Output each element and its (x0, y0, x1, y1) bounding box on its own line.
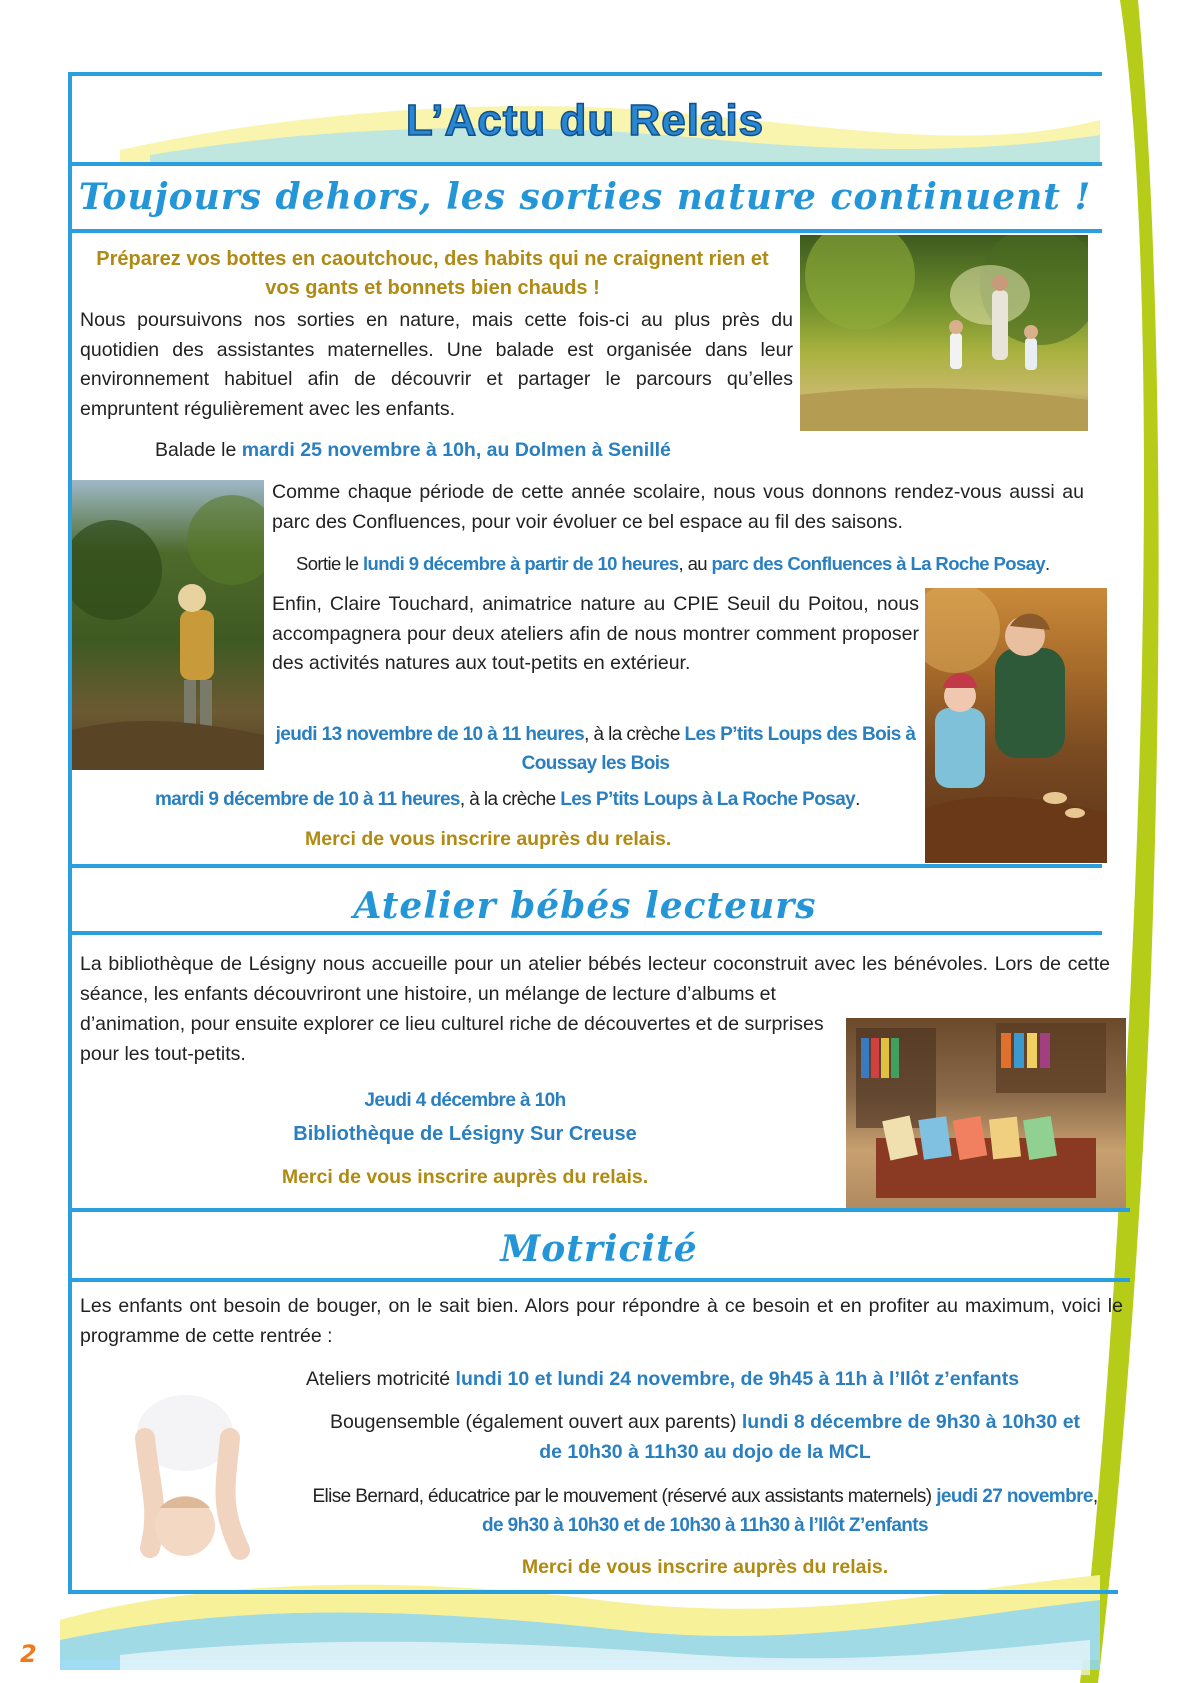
section3-paragraph: Les enfants ont besoin de bouger, on le sait bien. Alors pour répondre à ce besoin et en profiter au maximum, voici le programme de cette rentrée : (80, 1295, 1123, 1347)
section1-paragraph1: Nous poursuivons nos sorties en nature, mais cette fois-ci au plus près du quotidien des assistantes maternelles. Une balade est organisée dans leur environnement habituel afin de découvrir et partager le parcours qu’elles empruntent régulièrement avec les enfants. (80, 309, 793, 420)
section2-title: Atelier bébés lecteurs (353, 885, 817, 927)
section1-title: Toujours dehors, les sorties nature continuent ! (78, 176, 1092, 218)
page-number: 2 (20, 1640, 37, 1668)
motricite-line2: Bougensemble (également ouvert aux parents) lundi 8 décembre de 9h30 à 10h30 et de 10h30 à 11h30 au dojo de la MCL (329, 1411, 1081, 1463)
photo-baby-upside-down (90, 1378, 280, 1568)
divider-section2-title (68, 931, 1102, 935)
section1-paragraph2: Comme chaque période de cette année scolaire, nous vous donnons rendez-vous aussi au parc des Confluences, pour voir évoluer ce bel espace au fil des saisons. (272, 481, 1084, 533)
divider-section2 (68, 864, 1102, 868)
page-title: L’Actu du Relais (405, 96, 765, 145)
title-actu: Actu du (444, 96, 629, 145)
photo-child-binoculars (72, 480, 264, 770)
sortie-line: Sortie le lundi 9 décembre à partir de 10 heures, au parc des Confluences à La Roche Posay. (296, 553, 1050, 574)
frame-left (68, 72, 72, 1594)
section2-inscription: Merci de vous inscrire auprès du relais. (281, 1166, 649, 1188)
divider-section3-title (68, 1278, 1130, 1282)
motricite-line3: Elise Bernard, éducatrice par le mouvement (réservé aux assistants maternels) jeudi 27 novembre, de 9h30 à 10h30 et de 10h30 à 11h30 à l’Ilôt Z’enfants (312, 1486, 1098, 1536)
photo-family-forest-walk (800, 235, 1088, 431)
title-relais: Relais (628, 96, 765, 145)
section2-paragraph-b: d’animation, pour ensuite explorer ce lieu culturel riche de découvertes et de surprises pour les tout-petits. (80, 1013, 824, 1065)
balade-line: Balade le mardi 25 novembre à 10h, au Dolmen à Senillé (155, 439, 671, 461)
section1-paragraph3: Enfin, Claire Touchard, animatrice nature au CPIE Seuil du Poitou, nous accompagnera pour deux ateliers afin de nous montrer comment proposer des activités natures aux tout-petits en extérieur. (272, 593, 919, 674)
photo-library-books (846, 1018, 1126, 1208)
section1-intro: Préparez vos bottes en caoutchouc, des habits qui ne craignent rien et vos gants et bonnets bien chauds ! (96, 248, 769, 299)
frame-bottom (68, 1590, 1118, 1594)
atelier1-line: jeudi 13 novembre de 10 à 11 heures, à la crèche Les P’tits Loups des Bois à Coussay les Bois (275, 724, 916, 774)
motricite-line1: Ateliers motricité lundi 10 et lundi 24 novembre, de 9h45 à 11h à l’Ilôt z’enfants (306, 1368, 1020, 1390)
section2-date: Jeudi 4 décembre à 10h (364, 1090, 566, 1111)
atelier2-line: mardi 9 décembre de 10 à 11 heures, à la crèche Les P’tits Loups à La Roche Posay. (155, 789, 860, 810)
divider-header (68, 162, 1102, 166)
divider-section3 (68, 1208, 1130, 1212)
divider-section1-title (68, 229, 1102, 233)
frame-top (68, 72, 1102, 76)
photo-mother-child-autumn (925, 588, 1107, 863)
section3-title: Motricité (500, 1228, 698, 1270)
section2-paragraph-a: La bibliothèque de Lésigny nous accueille pour un atelier bébés lecteur coconstruit avec les bénévoles. Lors de cette séance, les enfants découvriront une histoire, un mélange de lecture d’albums et (80, 953, 1110, 1005)
section2-place: Bibliothèque de Lésigny Sur Creuse (293, 1123, 637, 1145)
section1-inscription: Merci de vous inscrire auprès du relais. (305, 828, 672, 850)
section3-inscription: Merci de vous inscrire auprès du relais. (521, 1556, 889, 1578)
